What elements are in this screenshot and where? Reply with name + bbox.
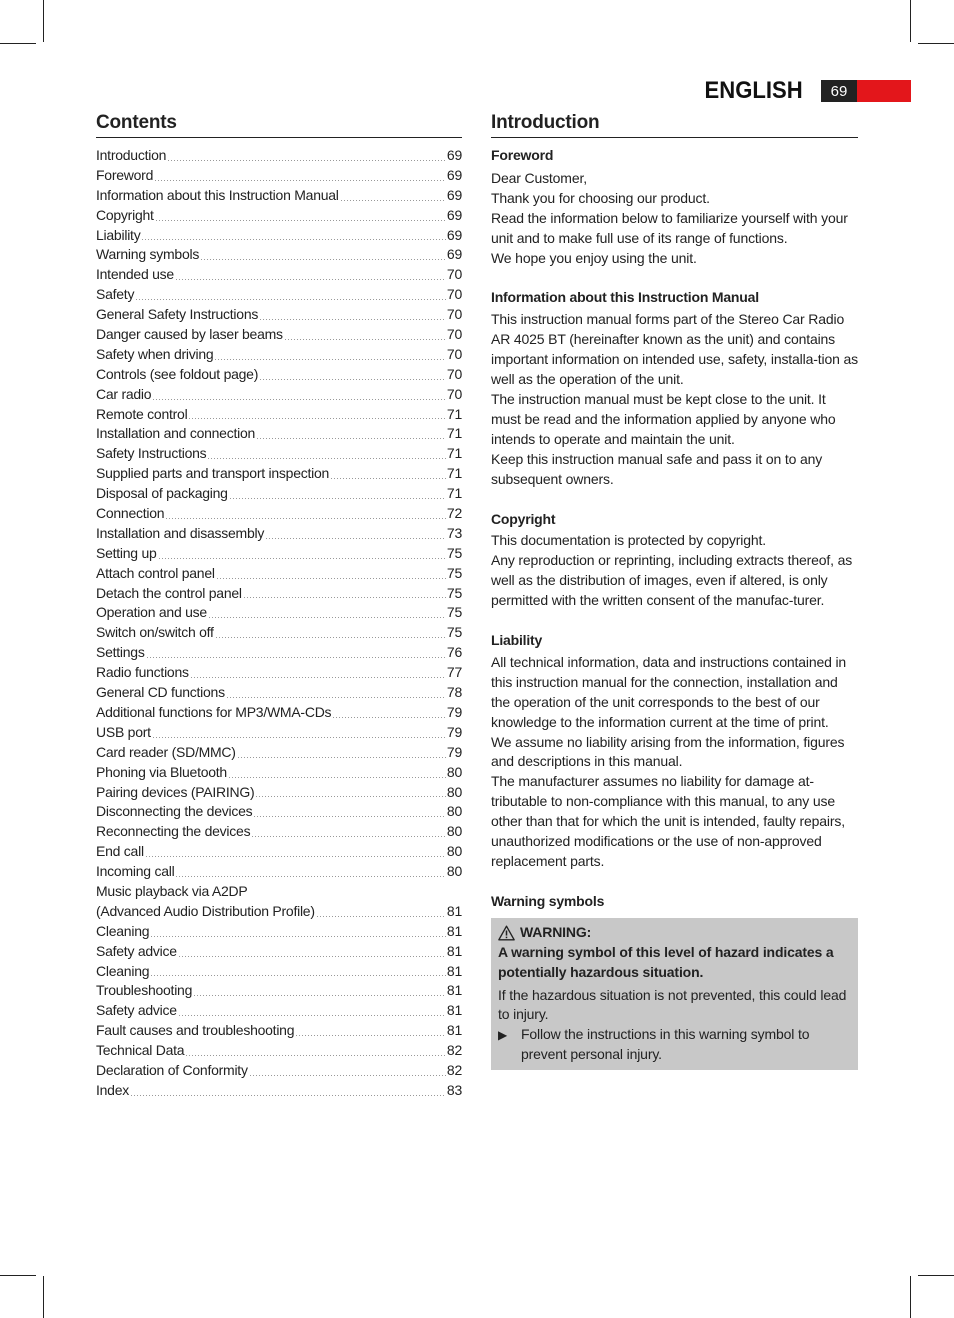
toc-entry-title: Cleaning xyxy=(96,962,150,979)
toc-leader-dots xyxy=(253,816,446,817)
toc-leader-dots xyxy=(175,279,446,280)
toc-entry-page: 81 xyxy=(446,982,462,999)
toc-entry-page: 80 xyxy=(446,783,462,800)
toc-leader-dots xyxy=(150,975,446,976)
warning-triangle-icon xyxy=(498,925,515,941)
toc-entry-title: General Safety Instructions xyxy=(96,306,259,323)
page-number-badge xyxy=(821,80,911,102)
toc-entry xyxy=(96,405,462,425)
paragraph: We hope you enjoy using the unit. xyxy=(491,249,697,266)
toc-entry xyxy=(96,265,462,285)
toc-entry-title: Setting up xyxy=(96,544,157,561)
toc-entry-page: 81 xyxy=(446,922,462,939)
toc-entry-title: Liability xyxy=(96,226,141,243)
toc-leader-dots xyxy=(152,737,446,738)
toc-entry-title: Danger caused by laser beams xyxy=(96,326,283,343)
paragraph: Dear Customer, xyxy=(491,169,587,186)
toc-entry-page: 71 xyxy=(446,445,462,462)
toc-entry xyxy=(96,524,462,544)
toc-entry-title: End call xyxy=(96,843,144,860)
paragraph: The manufacturer assumes no liability for damage at-tributable to non-compliance with this manual, to any use other than that for which the unit is intended, faulty repairs, unauthorized modifications or the use of non-approved replacement parts. xyxy=(491,773,845,869)
toc-leader-dots xyxy=(251,836,446,837)
toc-entry-page: 81 xyxy=(446,1022,462,1039)
introduction-column xyxy=(491,112,858,1070)
toc-entry-title: General CD functions xyxy=(96,684,225,701)
toc-entry xyxy=(96,365,462,385)
toc-leader-dots xyxy=(167,160,446,161)
toc-entry-page: 70 xyxy=(446,345,462,362)
foreword-heading: Foreword xyxy=(491,147,554,163)
toc-entry-page: 82 xyxy=(446,1061,462,1078)
toc-entry xyxy=(96,226,462,246)
warning-title xyxy=(498,923,851,943)
warning-instruction xyxy=(498,1025,851,1065)
toc-entry-page: 79 xyxy=(446,723,462,740)
toc-entry-title: Copyright xyxy=(96,206,154,223)
toc-entry xyxy=(96,206,462,226)
copyright-text xyxy=(491,531,858,611)
toc-entry-title: Safety Instructions xyxy=(96,445,207,462)
toc-entry xyxy=(96,643,462,663)
toc-entry-page: 75 xyxy=(446,584,462,601)
crop-mark xyxy=(0,1275,36,1276)
toc-entry-page: 81 xyxy=(446,902,462,919)
toc-leader-dots xyxy=(295,1035,446,1036)
toc-entry xyxy=(96,305,462,325)
toc-entry-title: Intended use xyxy=(96,266,174,283)
toc-entry-page: 71 xyxy=(446,465,462,482)
toc-entry-title: Reconnecting the devices xyxy=(96,823,251,840)
toc-entry xyxy=(96,862,462,882)
toc-leader-dots xyxy=(165,518,446,519)
toc-leader-dots xyxy=(193,995,446,996)
toc-entry xyxy=(96,345,462,365)
toc-entry xyxy=(96,186,462,206)
toc-entry-page: 80 xyxy=(446,763,462,780)
toc-entry-title: Music playback via A2DP xyxy=(96,882,248,899)
toc-entry-title: (Advanced Audio Distribution Profile) xyxy=(96,902,315,919)
toc-entry xyxy=(96,464,462,484)
toc-entry-page: 70 xyxy=(446,365,462,382)
toc-leader-dots xyxy=(190,677,446,678)
toc-entry-title: Safety advice xyxy=(96,1002,177,1019)
toc-entry-title: Pairing devices (PAIRING) xyxy=(96,783,255,800)
toc-entry xyxy=(96,842,462,862)
toc-entry-title: Supplied parts and transport inspection xyxy=(96,465,330,482)
toc-entry-title: Troubleshooting xyxy=(96,982,193,999)
toc-entry-page: 72 xyxy=(446,505,462,522)
toc-leader-dots xyxy=(215,637,446,638)
crop-mark xyxy=(43,1276,44,1318)
toc-leader-dots xyxy=(200,259,446,260)
toc-entry xyxy=(96,623,462,643)
toc-leader-dots xyxy=(216,578,446,579)
warning-instruction-text: Follow the instructions in this warning symbol to prevent personal injury. xyxy=(521,1026,810,1063)
toc-entry xyxy=(96,703,462,723)
toc-entry-title: Declaration of Conformity xyxy=(96,1061,248,1078)
toc-leader-dots xyxy=(237,757,446,758)
foreword-text xyxy=(491,169,858,269)
toc-entry-title: Controls (see foldout page) xyxy=(96,365,259,382)
toc-leader-dots xyxy=(178,1015,446,1016)
introduction-heading: Introduction xyxy=(491,112,858,138)
paragraph: This instruction manual forms part of the Stereo Car Radio AR 4025 BT (hereinafter known as the unit) and contains important information on intended use, safety, installa-tion as well as the operation of the unit. xyxy=(491,311,858,388)
paragraph: We assume no liability arising from the information, figures and descriptions in this manual. xyxy=(491,733,845,770)
toc-entry xyxy=(96,166,462,186)
toc-entry-title: Operation and use xyxy=(96,604,207,621)
toc-entry xyxy=(96,723,462,743)
toc-entry xyxy=(96,424,462,444)
toc-leader-dots xyxy=(175,876,445,877)
toc-entry xyxy=(96,584,462,604)
toc-entry-page: 80 xyxy=(446,803,462,820)
toc-leader-dots xyxy=(316,916,446,917)
toc-entry xyxy=(96,603,462,623)
paragraph: This documentation is protected by copyright. xyxy=(491,532,766,549)
toc-entry xyxy=(96,1061,462,1081)
warning-box xyxy=(491,918,858,1070)
toc-entry-page: 81 xyxy=(446,962,462,979)
copyright-heading: Copyright xyxy=(491,510,556,527)
toc-leader-dots xyxy=(150,936,446,937)
toc-entry-page: 69 xyxy=(446,226,462,243)
crop-mark xyxy=(918,1275,954,1276)
toc-leader-dots xyxy=(259,319,446,320)
toc-entry-page: 75 xyxy=(446,564,462,581)
toc-entry-title: Safety xyxy=(96,286,135,303)
page-header xyxy=(696,78,911,104)
toc-entry xyxy=(96,663,462,683)
toc-entry-page: 71 xyxy=(446,425,462,442)
toc-entry xyxy=(96,504,462,524)
toc-entry-page: 77 xyxy=(446,664,462,681)
warning-text: If the hazardous situation is not prevented, this could lead to injury. xyxy=(498,986,847,1023)
contents-heading: Contents xyxy=(96,112,462,138)
toc-entry xyxy=(96,146,462,166)
warning-title-text: WARNING: xyxy=(520,923,592,940)
toc-entry-title: Attach control panel xyxy=(96,564,215,581)
toc-entry-page: 69 xyxy=(446,246,462,263)
toc-entry-title: Index xyxy=(96,1081,129,1098)
toc-entry-page: 76 xyxy=(446,644,462,661)
toc-entry-page: 81 xyxy=(446,1002,462,1019)
toc-leader-dots xyxy=(141,239,445,240)
toc-entry-page: 70 xyxy=(446,326,462,343)
toc-leader-dots xyxy=(158,558,446,559)
toc-entry-title: Settings xyxy=(96,644,145,661)
toc-leader-dots xyxy=(243,597,446,598)
toc-leader-dots xyxy=(155,220,446,221)
triangle-right-icon: ▶ xyxy=(498,1028,508,1043)
toc-leader-dots xyxy=(145,856,446,857)
toc-leader-dots xyxy=(208,617,446,618)
toc-entry-title: Installation and disassembly xyxy=(96,524,265,541)
paragraph: Thank you for choosing our product. xyxy=(491,189,710,206)
toc-entry-page: 70 xyxy=(446,286,462,303)
toc-entry xyxy=(96,1041,462,1061)
toc-entry-title: Disposal of packaging xyxy=(96,485,228,502)
toc-entry-page: 80 xyxy=(446,843,462,860)
toc-entry-title: Phoning via Bluetooth xyxy=(96,763,227,780)
toc-entry-page: 69 xyxy=(446,186,462,203)
toc-entry-page: 79 xyxy=(446,743,462,760)
toc-entry xyxy=(96,683,462,703)
toc-entry-page: 70 xyxy=(446,306,462,323)
toc-entry-page: 75 xyxy=(446,624,462,641)
toc-entry xyxy=(96,743,462,763)
toc-entry-page: 71 xyxy=(446,405,462,422)
toc-leader-dots xyxy=(265,538,446,539)
toc-leader-dots xyxy=(332,717,446,718)
paragraph: Keep this instruction manual safe and pass it on to any subsequent owners. xyxy=(491,450,823,487)
toc-leader-dots xyxy=(229,498,446,499)
toc-leader-dots xyxy=(188,418,445,419)
toc-entry-page: 80 xyxy=(446,823,462,840)
toc-entry-title: Information about this Instruction Manual xyxy=(96,186,339,203)
toc-leader-dots xyxy=(249,1075,446,1076)
warning-bold-text: A warning symbol of this level of hazard indicates a potentially hazardous situation. xyxy=(498,943,834,980)
toc-leader-dots xyxy=(284,339,446,340)
table-of-contents xyxy=(96,146,462,1101)
crop-mark xyxy=(43,0,44,42)
manual-info-heading: Information about this Instruction Manual xyxy=(491,289,759,306)
toc-entry-title: Safety advice xyxy=(96,942,177,959)
toc-leader-dots xyxy=(256,438,446,439)
toc-entry-page: 79 xyxy=(446,703,462,720)
toc-entry-title: Foreword xyxy=(96,166,154,183)
liability-heading: Liability xyxy=(491,632,543,649)
paragraph: All technical information, data and instructions contained in this instruction manual for the connection, installation and the operation of the unit corresponds to the best of our knowledge to the information current at the time of print. xyxy=(491,653,847,730)
toc-entry-title: Fault causes and troubleshooting xyxy=(96,1022,295,1039)
toc-entry-page: 75 xyxy=(446,604,462,621)
paragraph: The instruction manual must be kept close to the unit. It must be read and the information applied by anyone who intends to operate and maintain the unit. xyxy=(491,390,836,447)
toc-entry-page: 69 xyxy=(446,147,462,163)
toc-entry xyxy=(96,245,462,265)
toc-leader-dots xyxy=(130,1095,446,1096)
toc-entry xyxy=(96,981,462,1001)
toc-leader-dots xyxy=(178,956,446,957)
toc-entry xyxy=(96,564,462,584)
toc-entry-page: 81 xyxy=(446,942,462,959)
toc-entry xyxy=(96,822,462,842)
toc-leader-dots xyxy=(228,777,446,778)
crop-mark xyxy=(910,0,911,42)
toc-entry-page: 82 xyxy=(446,1042,462,1059)
toc-entry xyxy=(96,902,462,922)
toc-entry-title: Safety when driving xyxy=(96,345,214,362)
toc-entry-title: Warning symbols xyxy=(96,246,200,263)
toc-entry-title: Switch on/switch off xyxy=(96,624,214,641)
toc-entry-page: 71 xyxy=(446,485,462,502)
contents-column xyxy=(96,112,462,1101)
toc-entry xyxy=(96,922,462,942)
toc-entry xyxy=(96,802,462,822)
toc-entry xyxy=(96,544,462,564)
toc-entry-page: 80 xyxy=(446,863,462,880)
toc-entry-page: 70 xyxy=(446,385,462,402)
toc-entry-page: 69 xyxy=(446,206,462,223)
toc-entry-title: Introduction xyxy=(96,147,167,163)
toc-leader-dots xyxy=(255,796,445,797)
toc-entry xyxy=(96,1001,462,1021)
toc-entry xyxy=(96,1021,462,1041)
toc-entry-title: Car radio xyxy=(96,385,152,402)
toc-entry-page: 70 xyxy=(446,266,462,283)
toc-entry-title: Connection xyxy=(96,505,165,522)
page-number: 69 xyxy=(821,80,857,102)
toc-entry xyxy=(96,783,462,803)
toc-entry xyxy=(96,962,462,982)
toc-entry-page: 78 xyxy=(446,684,462,701)
toc-leader-dots xyxy=(135,299,446,300)
toc-entry-title: Detach the control panel xyxy=(96,584,242,601)
toc-leader-dots xyxy=(154,180,446,181)
crop-mark xyxy=(0,43,36,44)
toc-entry xyxy=(96,942,462,962)
toc-entry-title: Installation and connection xyxy=(96,425,256,442)
paragraph: Read the information below to familiarize yourself with your unit and to make full use of its range of functions. xyxy=(491,209,848,246)
manual-info-text xyxy=(491,310,858,489)
toc-entry-page: 69 xyxy=(446,166,462,183)
toc-leader-dots xyxy=(146,657,446,658)
toc-entry-page: 75 xyxy=(446,544,462,561)
toc-leader-dots xyxy=(207,458,446,459)
toc-leader-dots xyxy=(330,478,446,479)
toc-entry-title: Cleaning xyxy=(96,922,150,939)
toc-entry xyxy=(96,1081,462,1101)
toc-entry-page: 73 xyxy=(446,524,462,541)
toc-leader-dots xyxy=(259,379,446,380)
toc-entry xyxy=(96,484,462,504)
toc-leader-dots xyxy=(152,399,446,400)
toc-entry-title: Incoming call xyxy=(96,863,175,880)
toc-entry-title: Card reader (SD/MMC) xyxy=(96,743,236,760)
language-label: ENGLISH xyxy=(704,77,803,104)
toc-entry-title: Additional functions for MP3/WMA-CDs xyxy=(96,703,332,720)
paragraph: Any reproduction or reprinting, including extracts thereof, as well as the distribution of images, even if altered, is only permitted with the written consent of the manufac-turer. xyxy=(491,552,853,609)
toc-leader-dots xyxy=(214,359,445,360)
toc-entry-title: Technical Data xyxy=(96,1042,185,1059)
warning-symbols-heading: Warning symbols xyxy=(491,892,605,909)
liability-text xyxy=(491,653,858,872)
crop-mark xyxy=(910,1276,911,1318)
toc-entry-title: Disconnecting the devices xyxy=(96,803,253,820)
toc-entry-page: 83 xyxy=(446,1081,462,1098)
toc-entry xyxy=(96,763,462,783)
toc-leader-dots xyxy=(226,697,446,698)
toc-entry-title: USB port xyxy=(96,723,151,740)
toc-leader-dots xyxy=(185,1055,446,1056)
toc-entry-title: Radio functions xyxy=(96,664,189,681)
toc-entry xyxy=(96,325,462,345)
accent-bar xyxy=(857,80,911,102)
toc-entry xyxy=(96,385,462,405)
toc-entry xyxy=(96,285,462,305)
toc-leader-dots xyxy=(340,200,446,201)
toc-entry xyxy=(96,444,462,464)
crop-mark xyxy=(918,43,954,44)
toc-entry-title: Remote control xyxy=(96,405,188,422)
